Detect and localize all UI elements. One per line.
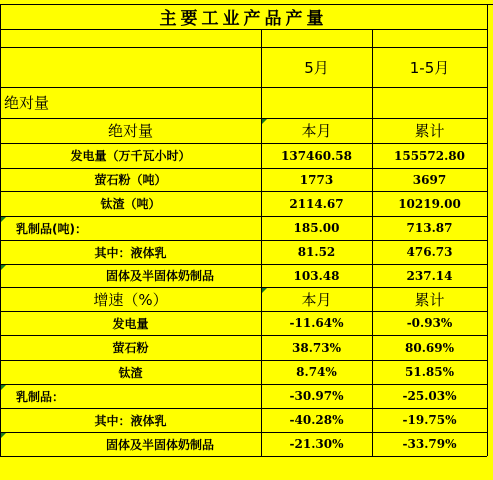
row-value-current: 137460.58 [281, 148, 352, 163]
row-value-cumulative: -33.79% [402, 437, 457, 451]
row-value-current: 103.48 [293, 268, 340, 283]
cell-indicator-icon [1, 385, 6, 390]
row-label-solid-dairy: 固体及半固体奶制品 [106, 269, 215, 283]
row-value-current: -40.28% [289, 413, 344, 427]
row-value-cumulative: 237.14 [406, 268, 453, 283]
cell-indicator-icon [262, 119, 267, 124]
cell-indicator-icon [262, 288, 267, 293]
row-value-cumulative: 713.87 [406, 221, 453, 235]
row-value-current: 2114.67 [289, 196, 344, 211]
row-value-current: 81.52 [297, 245, 336, 259]
growth-header-current: 本月 [301, 290, 332, 309]
row-label-dairy: 乳制品： [16, 389, 65, 404]
row-value-current: 38.73% [292, 340, 341, 355]
row-value-cumulative: 51.85% [405, 365, 454, 379]
row-value-current: 8.74% [296, 365, 337, 379]
header-cumulative-period: 1-5月 [409, 58, 450, 77]
header-month: 5月 [304, 58, 329, 77]
cell-indicator-icon [1, 265, 6, 270]
row-label-fluorite: 萤石粉 [112, 341, 149, 355]
row-value-cumulative: -19.75% [402, 413, 457, 427]
cell-indicator-icon [1, 217, 6, 222]
growth-header-cumulative: 累计 [414, 290, 445, 309]
row-label-solid-dairy: 固体及半固体奶制品 [106, 437, 215, 452]
row-value-cumulative: -25.03% [402, 389, 457, 403]
row-value-cumulative: 476.73 [406, 245, 453, 259]
row-label-dairy: 乳制品(吨)： [16, 221, 87, 236]
row-label-titanium-slag: 钛渣 [118, 365, 143, 380]
row-value-current: -11.64% [289, 316, 344, 330]
grid-line [0, 456, 487, 457]
row-value-current: -21.30% [289, 437, 344, 451]
row-label-fluorite: 萤石粉（吨） [94, 173, 167, 187]
cell-indicator-icon [1, 433, 6, 438]
absolute-header-current: 本月 [301, 122, 332, 140]
row-value-cumulative: 155572.80 [394, 148, 465, 163]
grid-line [487, 4, 488, 456]
row-label-power: 发电量（万千瓦小时） [70, 149, 191, 163]
section-absolute-label: 绝对量 [4, 94, 50, 112]
row-label-power: 发电量 [112, 316, 149, 331]
grid-line [0, 29, 487, 30]
row-label-liquid-milk: 其中：液体乳 [94, 413, 167, 428]
row-label-liquid-milk: 其中：液体乳 [94, 245, 167, 260]
row-value-current: -30.97% [289, 389, 344, 403]
row-label-titanium-slag: 钛渣（吨） [100, 197, 161, 211]
absolute-header-cumulative: 累计 [414, 122, 445, 140]
row-value-cumulative: 10219.00 [398, 196, 461, 211]
row-value-current: 185.00 [293, 221, 340, 235]
row-value-cumulative: -0.93% [406, 316, 453, 330]
page-title: 主要工业产品产量 [159, 9, 328, 29]
row-value-current: 1773 [299, 172, 334, 187]
row-value-cumulative: 3697 [412, 172, 447, 187]
growth-header-label: 增速（%） [93, 290, 168, 309]
absolute-header-label: 绝对量 [107, 122, 153, 140]
row-value-cumulative: 80.69% [405, 340, 454, 355]
